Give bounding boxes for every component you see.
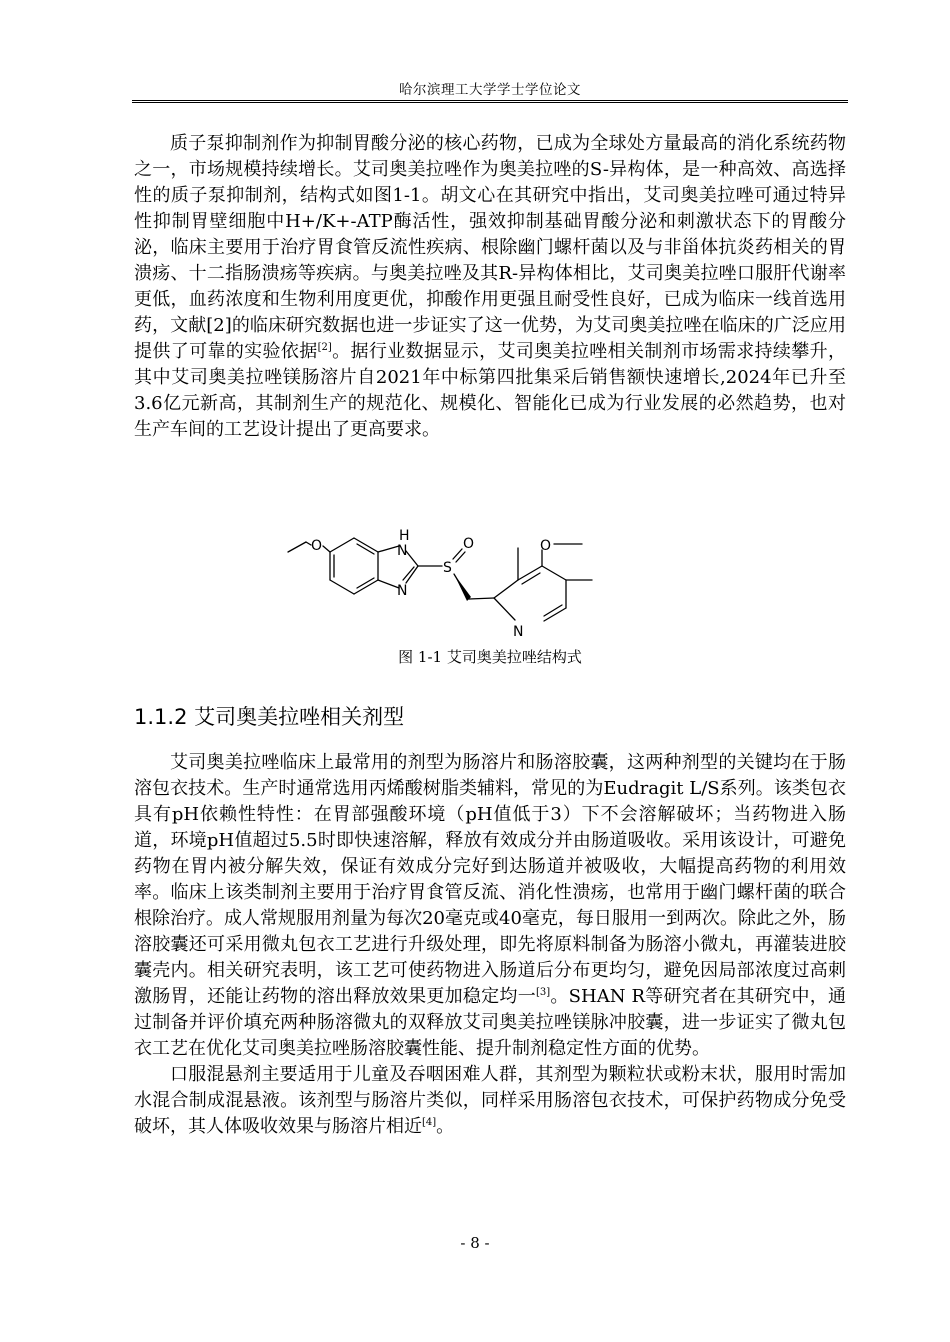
paragraph-text: 质子泵抑制剂作为抑制胃酸分泌的核心药物，已成为全球处方量最高的消化系统药物之一，市场规模持续增长。艾司奥美拉唑作为奥美拉唑的S-异构体，是一种高效、高选择性的质子泵抑制剂，结构式如图1-1。胡文心在其研究中指出，艾司奥美拉唑可通过特异性抑制胃壁细胞中H+/K+-ATP酶活性，强效抑制基础胃酸分泌和刺激状态下的胃酸分泌，临床主要用于治疗胃食管反流性疾病、根除幽门螺杆菌以及与非甾体抗炎药相关的胃溃疡、十二指肠溃疡等疾病。与奥美拉唑及其R-异构体相比，艾司奥美拉唑口服肝代谢率更低，血药浓度和生物利用度更优，抑酸作用更强且耐受性良好，已成为临床一线首选用药，文献[2]的临床研究数据也进一步证实了这一优势，为艾司奥美拉唑在临床的广泛应用提供了可靠的实验依据 bbox=[134, 133, 846, 362]
paragraph-text: 。 bbox=[436, 1116, 455, 1137]
imidazole-h-label: H bbox=[399, 528, 410, 544]
dosage-forms-paragraph bbox=[134, 750, 846, 1062]
citation-superscript: [4] bbox=[422, 1117, 437, 1128]
intro-paragraph bbox=[134, 131, 846, 443]
section-heading: 1.1.2 艾司奥美拉唑相关剂型 bbox=[134, 705, 405, 729]
paragraph-text: 。据行业数据显示，艾司奥美拉唑相关制剂市场需求持续攀升，其中艾司奥美拉唑镁肠溶片自2021年中标第四批集采后销售额快速增长,2024年已升至3.6亿元新高，其制剂生产的规范化、规模化、智能化已成为行业发展的必然趋势，也对生产车间的工艺设计提出了更高要求。 bbox=[134, 341, 846, 440]
header-rule bbox=[132, 100, 848, 103]
intro-text bbox=[134, 131, 846, 443]
esomeprazole-structure-figure bbox=[282, 526, 622, 638]
structural-formula bbox=[282, 526, 622, 638]
pyridine-nitrogen-label: N bbox=[513, 624, 524, 638]
pyridine-methoxy-oxygen-label: O bbox=[540, 538, 552, 554]
paragraph-text: 。SHAN R等研究者在其研究中，通过制备并评价填充两种肠溶微丸的双释放艾司奥美拉唑镁脉冲胶囊，进一步证实了微丸包衣工艺在优化艾司奥美拉唑肠溶胶囊性能、提升制剂稳定性方面的优势。 bbox=[134, 986, 846, 1059]
running-header: 哈尔滨理工大学学士学位论文 bbox=[399, 82, 581, 98]
imidazole-n-label: N bbox=[397, 583, 408, 599]
sulfur-label: S bbox=[443, 560, 452, 576]
citation-superscript: [3] bbox=[535, 987, 551, 998]
stereo-wedge bbox=[454, 574, 471, 601]
citation-superscript: [2] bbox=[317, 342, 332, 353]
paragraph-text: 艾司奥美拉唑临床上最常用的剂型为肠溶片和肠溶胶囊，这两种剂型的关键均在于肠溶包衣技术。生产时通常选用丙烯酸树脂类辅料，常见的为Eudragit L/S系列。该类包衣具有pH依赖性特性：在胃部强酸环境（pH值低于3）下不会溶解破坏；当药物进入肠道，环境pH值超过5.5时即快速溶解，释放有效成分并由肠道吸收。采用该设计，可避免药物在胃内被分解失效，保证有效成分完好到达肠道并被吸收，大幅提高药物的利用效率。临床上该类制剂主要用于治疗胃食管反流、消化性溃疡，也常用于幽门螺杆菌的联合根除治疗。成人常规服用剂量为每次20毫克或40毫克，每日服用一到两次。除此之外，肠溶胶囊还可采用微丸包衣工艺进行升级处理，即先将原料制备为肠溶小微丸，再灌装进胶囊壳内。相关研究表明，该工艺可使药物进入肠道后分布更均匀，避免因局部浓度过高刺激肠胃，还能让药物的溶出释放效果更加稳定均一 bbox=[134, 752, 846, 1007]
page-number: - 8 - bbox=[460, 1234, 490, 1252]
paragraph-text: 口服混悬剂主要适用于儿童及吞咽困难人群，其剂型为颗粒状或粉末状，服用时需加水混合制成混悬液。该剂型与肠溶片类似，同样采用肠溶包衣技术，可保护药物成分免受破坏，其人体吸收效果与肠溶片相近 bbox=[134, 1064, 846, 1137]
figure-caption: 图 1-1 艾司奥美拉唑结构式 bbox=[398, 648, 582, 666]
suspension-paragraph bbox=[134, 1062, 846, 1140]
sulfoxide-oxygen-label: O bbox=[463, 536, 475, 552]
section-text bbox=[134, 750, 846, 1140]
methoxy-oxygen-label: O bbox=[311, 538, 323, 554]
imidazole-nh-label: N bbox=[397, 543, 408, 559]
